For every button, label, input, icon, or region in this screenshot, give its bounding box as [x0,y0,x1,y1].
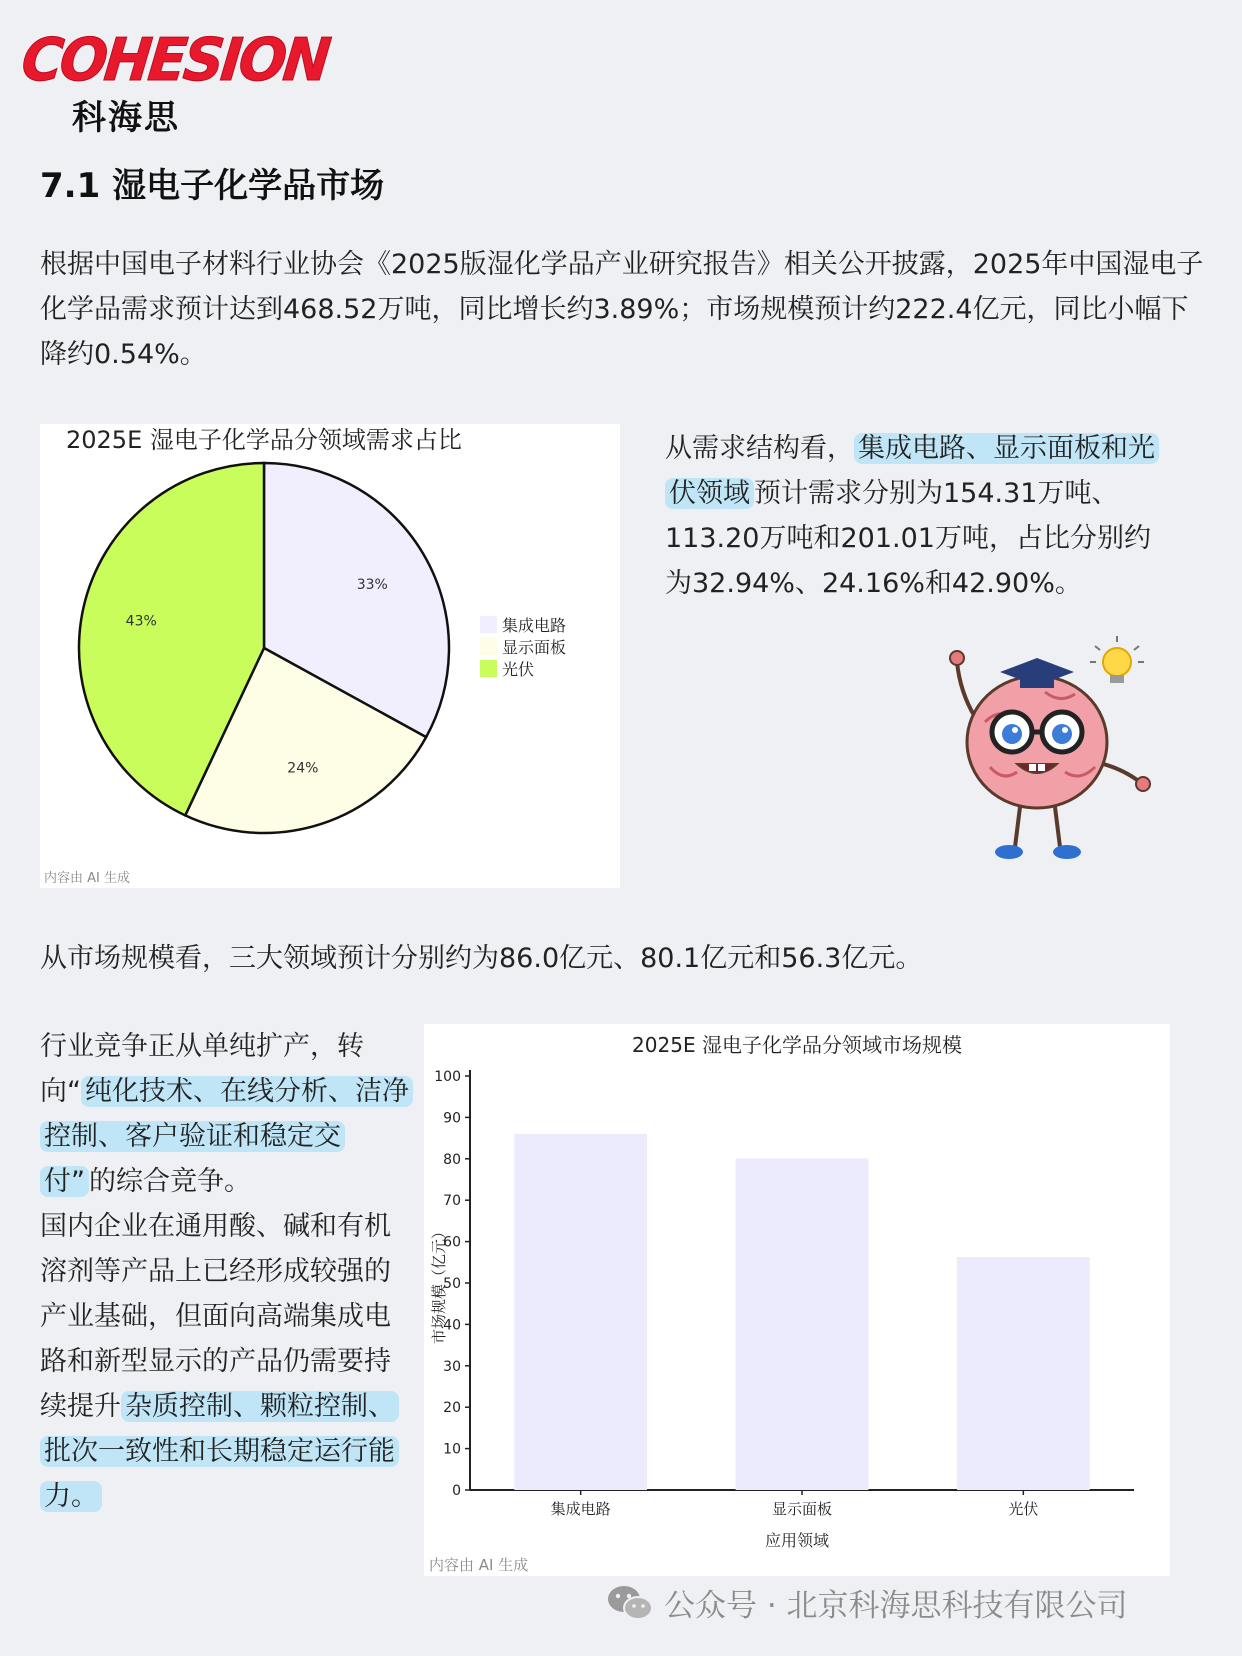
bar-x-tick-label-2: 显示面板 [771,1500,833,1518]
bar-y-tick-label: 70 [443,1193,461,1210]
pie-legend-swatch-3 [480,660,497,677]
bar-2 [736,1158,869,1490]
bar-y-tick-label: 30 [443,1358,461,1375]
demand-lead-text: 从需求结构看， [665,433,854,464]
competition-text-1: 行业竞争正从单纯扩产，转向“ [40,1031,364,1107]
bar-y-tick-label: 0 [452,1483,461,1499]
competition-highlight-1: 纯化技术、在线分析、洁净控制、客户验证和稳定交付” [40,1076,413,1197]
wechat-icon [606,1583,654,1623]
pie-slice-label-3: 43% [125,613,157,630]
pie-legend-label-1: 集成电路 [502,616,567,635]
logo-wordmark: COHESION [18,26,332,95]
brain-mascot-illustration [945,632,1170,872]
pie-ai-watermark: 内容由 AI 生成 [44,871,130,886]
lightbulb-icon [1090,636,1144,683]
bar-1 [514,1134,647,1490]
company-logo [18,26,332,138]
pie-legend-swatch-1 [480,616,497,633]
pie-slice-label-2: 24% [287,760,319,777]
pie-legend-label-2: 显示面板 [502,638,567,657]
bar-y-tick-label: 60 [443,1234,461,1251]
bar-y-axis-label: 市场规模（亿元） [430,1223,448,1345]
bar-y-tick-label: 40 [443,1317,461,1334]
bar-y-tick-label: 80 [443,1151,461,1168]
section-heading: 7.1 湿电子化学品市场 [40,166,385,206]
footer-text: 公众号 · 北京科海思科技有限公司 [664,1588,1128,1624]
footer-attribution [606,1580,1128,1625]
market-size-bar-chart [424,1024,1170,1576]
pie-legend-swatch-2 [480,638,497,655]
intro-paragraph: 根据中国电子材料行业协会《2025版湿化学品产业研究报告》相关公开披露，2025年中国湿电子化学品需求预计达到468.52万吨，同比增长约3.89%；市场规模预计约222.4亿元，同比小幅下降约0.54%。 [40,249,1204,370]
bar-y-tick-label: 10 [443,1441,461,1458]
market-size-paragraph: 从市场规模看，三大领域预计分别约为86.0亿元、80.1亿元和56.3亿元。 [40,943,923,974]
bar-chart-title: 2025E 湿电子化学品分领域市场规模 [632,1033,962,1057]
bar-3 [957,1257,1090,1490]
bar-x-tick-label-1: 集成电路 [550,1500,611,1518]
logo-chinese-name: 科海思 [72,98,180,138]
competition-paragraph [40,1024,412,1519]
bar-y-tick-label: 90 [443,1110,461,1127]
bar-y-tick-label: 100 [434,1069,461,1085]
competition-text-2: 的综合竞争。 [89,1166,251,1197]
competition-highlight-2: 杂质控制、颗粒控制、批次一致性和长期稳定运行能力。 [40,1391,399,1512]
demand-share-pie-chart [40,424,620,888]
bar-x-tick-label-3: 光伏 [1008,1500,1039,1518]
pie-chart-title: 2025E 湿电子化学品分领域需求占比 [66,426,462,454]
demand-structure-paragraph [665,426,1160,606]
bar-ai-watermark: 内容由 AI 生成 [429,1556,529,1574]
competition-text-3: 国内企业在通用酸、碱和有机溶剂等产品上已经形成较强的产业基础，但面向高端集成电路和新型显示的产品仍需要持续提升 [40,1211,391,1422]
bar-x-axis-label: 应用领域 [764,1531,830,1550]
bar-y-tick-label: 20 [443,1400,461,1417]
pie-legend-label-3: 光伏 [502,660,535,679]
bar-y-tick-label: 50 [443,1276,461,1292]
bar-chart-canvas [424,1024,1170,1576]
demand-highlight-text: 集成电路、显示面板和光伏领域 [665,433,1159,509]
demand-rest-text: 预计需求分别为154.31万吨、113.20万吨和201.01万吨，占比分别约为32.94%、24.16%和42.90%。 [665,478,1151,599]
pie-chart-canvas [40,424,620,888]
pie-slice-label-1: 33% [356,576,388,593]
